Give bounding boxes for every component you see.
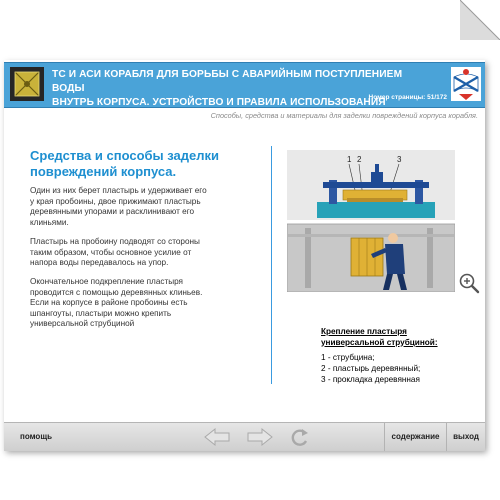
section-heading-line1: Средства и способы заделки — [30, 148, 220, 163]
naval-flag-logo-icon — [451, 67, 481, 101]
section-emblem-icon — [10, 67, 44, 101]
reload-icon[interactable] — [280, 426, 318, 448]
label-1: 1 — [347, 155, 352, 164]
paragraph-4 — [30, 298, 235, 330]
figure-caption-title — [321, 327, 438, 348]
page-number: Номер страницы: 51/172 — [368, 94, 447, 101]
figure-legend-item: 2 - пластырь деревянный; — [321, 364, 421, 373]
figure-legend-item: 3 - прокладка деревянная — [321, 375, 420, 384]
paragraph-line: Если на корпусе в районе пробоины есть — [30, 298, 188, 307]
page-fold-corner — [460, 0, 500, 40]
page-subtitle: Способы, средства и материалы для заделки повреждений корпуса корабля. — [210, 111, 478, 120]
paragraph-line: проводится с помощью деревянных клиньев. — [30, 287, 203, 297]
page-title-line2: ВНУТРЬ КОРПУСА. УСТРОЙСТВО И ПРАВИЛА ИСПОЛЬЗОВАНИЯ — [52, 97, 386, 108]
page-title — [52, 68, 412, 110]
paragraph-line: напора воды передавалось на упор. — [30, 258, 169, 267]
paragraph-line: шпангоуты, пластыри можно крепить — [30, 308, 172, 318]
paragraph-line: таким образом, чтобы основное усилие от — [30, 247, 192, 257]
back-arrow-icon[interactable] — [199, 426, 237, 448]
paragraph-2 — [30, 237, 235, 269]
paragraph-line: Один из них берет пластырь и удерживает его — [30, 186, 207, 195]
section-heading — [30, 148, 260, 180]
exit-button[interactable]: выход — [446, 423, 485, 451]
column-divider — [271, 146, 272, 384]
label-2: 2 — [357, 155, 362, 164]
paragraph-line: деревянными упорами и расклинивают его — [30, 207, 195, 216]
figure-caption-title-line1: Крепление пластыря — [321, 327, 407, 336]
label-3: 3 — [397, 155, 402, 164]
page-title-line1: ТС И АСИ КОРАБЛЯ ДЛЯ БОРЬБЫ С АВАРИЙНЫМ ПОСТУПЛЕНИЕМ ВОДЫ — [52, 69, 403, 94]
paragraph-line: клиньями. — [30, 217, 69, 227]
clamp-illustration — [287, 150, 455, 292]
forward-arrow-icon[interactable] — [240, 426, 278, 448]
zoom-icon[interactable] — [458, 272, 480, 294]
paragraph-line: универсальной струбциной — [30, 319, 135, 328]
section-heading-line2: повреждений корпуса. — [30, 164, 177, 179]
bottom-navigation-bar — [4, 422, 485, 451]
paragraph-line: у края пробоины, двое прижимают пластырь — [30, 196, 201, 206]
figure-caption-title-line2: универсальной струбциной: — [321, 337, 438, 347]
contents-button[interactable]: содержание — [384, 423, 446, 451]
paragraph-1 — [30, 186, 235, 228]
help-button[interactable]: помощь — [20, 432, 52, 441]
paragraph-line: Окончательное подкрепление пластыря — [30, 277, 183, 286]
header-bar — [4, 62, 485, 108]
paragraph-line: Пластырь на пробоину подводят со стороны — [30, 237, 200, 246]
paragraph-3 — [30, 277, 235, 298]
figure-legend-item: 1 - струбцина; — [321, 353, 375, 362]
